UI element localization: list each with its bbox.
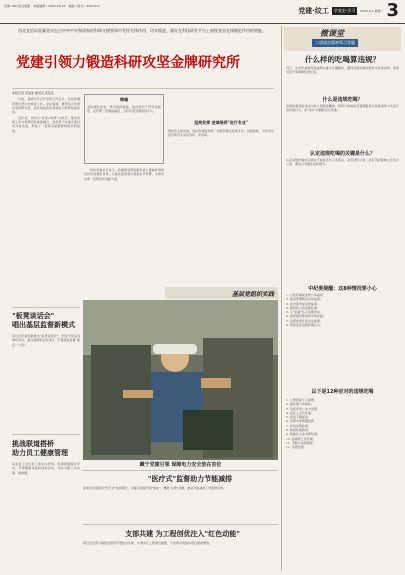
photo-tag: 基层党组织实践 [231,291,274,298]
photo-image [83,300,278,460]
q3-item: 1. 公款吃喝或违规公务接待； [286,293,326,297]
left-story-2-text: 某企业工会以员工需求为导向，搭建健康服务平台，开展健康讲座和体检活动，切实为职工办实事、解难题。 [12,462,80,475]
q4-item: 6. 化整为零规避监管； [286,419,317,424]
right-intro: 近日，中央纪委国家监委网站推出专题解读，围绕违规吃喝问题作出系统说明，帮助党员干部明晰纪律红线。 [286,66,399,75]
left-story-1-rule [12,307,80,308]
q1-text: 违规吃喝是指违反中央八项规定精神，利用公款或接受管理服务对象宴请等方式进行的吃喝行为，是"四风"问题的突出表现。 [286,104,399,113]
photo-caption: 藏于党建引领 保障电力安全放在首位 [139,462,222,468]
q3-item: 2. 接受管理服务对象宴请； [286,297,323,302]
q4-item: 9. 隐匿在企业内部吃喝； [286,432,320,437]
header-rule [0,23,405,24]
header-right [298,2,399,20]
lead-intro: 西北宜信局直属党员在日中央中央和国家的科研支撑要事中发挥先锋作用，切实推进，做好在科技研发平台上展现党员先锋模范作用的效能。 [18,28,266,33]
q4-item: 2. 超标准公务接待； [286,402,314,407]
sidebar-text: 坚持理论武装，筑牢信仰根基，推动党员干部学思践悟，在科研一线勇挑重担，当好攻坚克难的排头兵。 [87,105,161,114]
q3-item: 5. 以"家宴"名义违规吃喝； [286,310,323,315]
lead-headline: 党建引领力锻造科研攻坚金牌研究所 [16,55,240,71]
section-label: 党建·纹工 [298,7,329,15]
bottom-story-1-headline: "医疗式"监督助力节能减排 [147,475,233,483]
bottom-story-1-rule [83,470,278,471]
bottom-story-2-text: 项目党支部与属地党组织开展结对共建，共商共议工程建设难题，以党建共建推动项目提质增效。 [83,541,213,545]
q4-item: 1. 公款报销个人餐费； [286,398,317,402]
q3-item: 8. 隐形变异违规吃喝行为。 [286,323,323,328]
q4-item: 7. 异地违规吃喝； [286,423,311,428]
column-sub-label: 八項規定精神學习答題 [312,39,358,47]
left-story-2-headline: 挑战联道搭桥 助力员工健康管理 [12,440,68,457]
paper-name: 学党史·学习 [333,8,356,13]
article-paragraph: 近年来，该所以"党建+科研"为抓手，推动党建工作与科研任务深度融合，党员骨干在重大项目中冲锋在前，形成了一批具有重要影响的科研成果。 [12,115,80,133]
bottom-story-2-headline: 支部共建 为工程创优注入"红色动能" [125,530,240,538]
left-story-1-text: 某社区纪委创新推出"板凳谈话会"，纪检干部走进群众身边，面对面倾听意见建议，打通基层监督"最后一公里"。 [12,334,80,347]
issue-date: 2025.3.2 星期一 [360,9,384,13]
bottom-story-1-text: 某单位纪委探索"医疗式"监督模式，对重点领域开展"体检"，精准"诊断"问题，推动节能减排工作落地见效。 [83,486,227,490]
header-meta: 党建·Y.NK 报业集团 · 本版编辑 / 2023-03-23 · 美编 / 版式 / 2023-6-1 [4,4,100,8]
mid-column [168,120,274,299]
page-number: 3 [386,0,399,21]
q4-item: 10. 借调研之名吃喝； [286,436,316,441]
left-story-1-headline: "板凳谈话会" 唱出基层监督新模式 [12,312,75,329]
q3-item: 4. 借培训之机违规吃喝； [286,305,320,310]
q3-item: 7. 违规接受私营企业宴请； [286,318,323,323]
column-divider [281,26,282,571]
mid-column-text: 围绕中心抓党建，抓好党建促科研。党组织通过搭建平台、创新载体，引导党员在科研攻关中亮身份、作表率。 [168,129,274,138]
article-paragraph: 该所党委书记表示，将继续发挥党组织战斗堡垒作用和党员先锋模范作用，以高质量党建引领高水平科研，为建设世界一流研究所贡献力量。 [84,168,164,181]
right-main-title: 什么样的吃喝算违规？ [305,55,380,64]
q3-item: 3. 在内部食堂违规宴请； [286,301,320,306]
column-label: 微课堂 [320,29,344,38]
q4-title: 以下是12种应对的违规吃喝 [311,389,374,395]
q3-title: 中纪委提醒：这8种情况要小心 [308,286,377,292]
q2-text: 认定违规吃喝的关键在于看是否与公务相关、是否使用公款、是否可能影响公正执行公务，要综合考量性质和情节。 [286,158,399,167]
sidebar-title: 铸魂 [120,97,128,102]
left-story-2-rule [12,434,80,435]
lead-article-col-2 [84,168,164,304]
news-photo [83,300,278,460]
q4-item: 4. 在私人会所吃喝； [286,410,314,415]
lead-rule [12,88,274,89]
q4-item: 8. 转嫁吃喝费用； [286,428,311,433]
page-header [0,0,405,24]
lead-article-col-1 [12,91,80,301]
lead-byline: 本报记者 某某某 通讯员 某某某 [12,91,54,95]
q4-item: 5. 接受下属宴请； [286,415,311,420]
mid-column-title: 坚持发挥 进域培养"攻行专业" [194,120,248,125]
photo-tag-bar [165,287,278,299]
q1-title: 什么是违规吃喝？ [322,97,363,103]
q3-item: 6. 违规组织参加同学同乡宴； [286,314,326,319]
q4-list [286,398,399,568]
q4-item: 12. 违规饮酒。 [286,445,307,450]
article-paragraph: 日前，某研究所召开党建工作会议，总结部署科研攻坚中的党建工作。会议强调，要坚持以党建引领科研攻坚，把党的政治优势转化为科研发展优势。 [12,97,80,115]
q2-title: 认定违规吃喝的关键是什么？ [309,151,375,157]
q3-list [286,293,399,383]
q4-item: 11. 节假日违规聚餐； [286,440,316,445]
sidebar-box [84,94,164,164]
bottom-story-2-rule [83,524,278,525]
q4-item: 3. 违规使用公务卡消费； [286,406,320,411]
right-column-header [284,27,401,51]
